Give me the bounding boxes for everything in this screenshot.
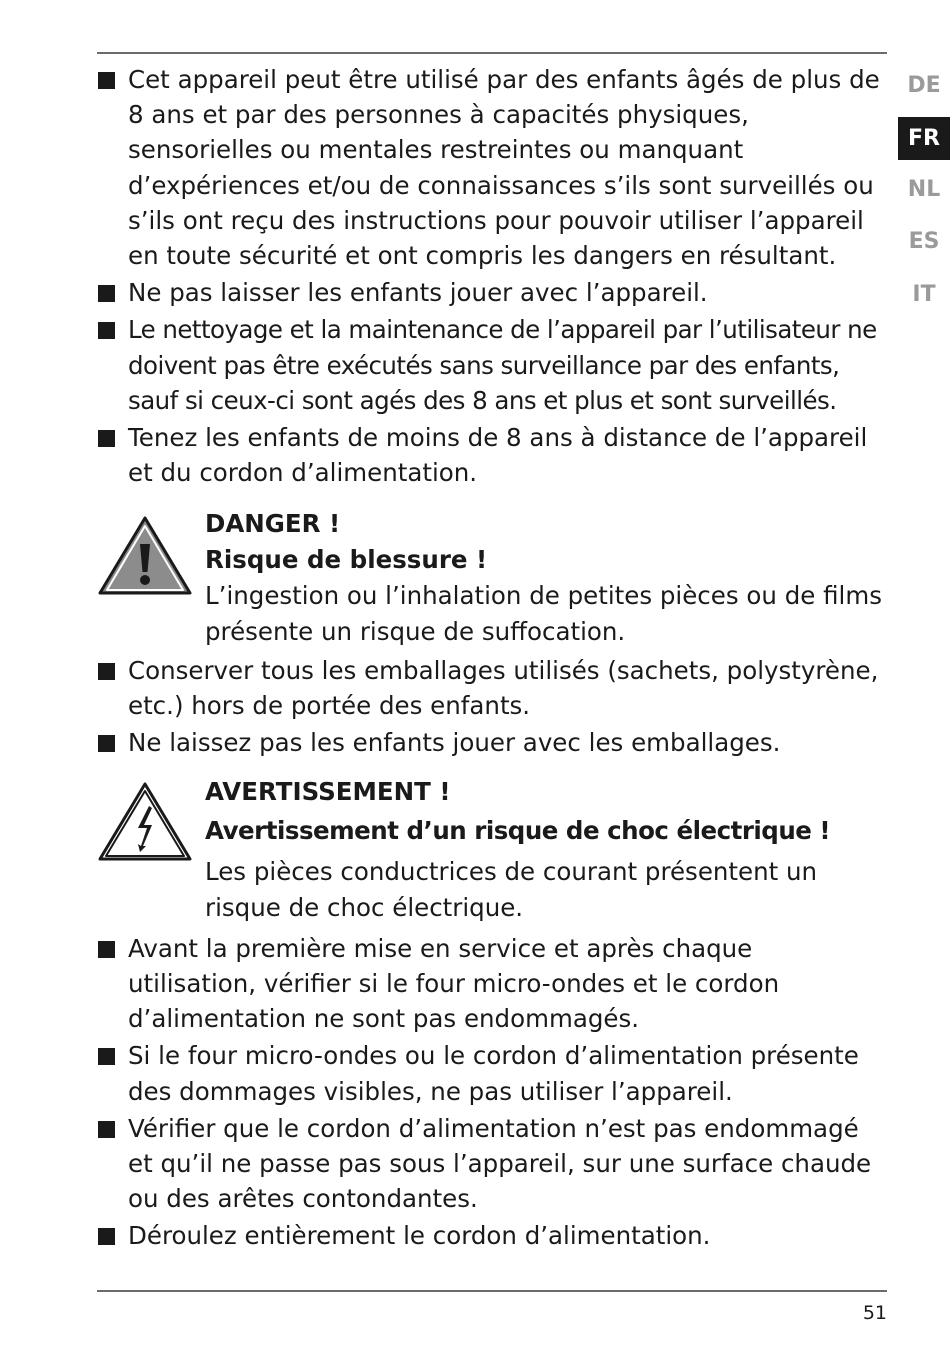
list-item: Tenez les enfants de moins de 8 ans à distance de l’appareil et du cordon d’alimentation. [97,420,887,490]
bullet-list-1 [97,62,887,490]
list-item: Conserver tous les emballages utilisés (sachets, polystyrène, etc.) hors de portée des enfants. [97,653,887,723]
danger-notice [97,506,887,648]
bullet-square-icon [98,285,115,302]
warning-subtitle: Avertissement d’un risque de choc électrique ! [205,816,831,846]
list-item: Si le four micro-ondes ou le cordon d’alimentation présente des dommages visibles, ne pas utiliser l’appareil. [97,1038,887,1108]
page-number: 51 [862,1302,887,1324]
lang-tab-fr[interactable]: FR [898,117,950,160]
bullet-square-icon [98,941,115,958]
electric-shock-warning [97,774,887,924]
bullet-square-icon [98,72,115,89]
lang-tab-es[interactable]: ES [908,229,940,254]
danger-text: L’ingestion ou l’inhalation de petites pièces ou de films présente un risque de suffocation. [205,581,882,646]
bullet-square-icon [98,1121,115,1138]
bullet-square-icon [98,1048,115,1065]
lang-tab-de[interactable]: DE [907,73,941,98]
bullet-square-icon [98,322,115,339]
danger-subtitle: Risque de blessure ! [205,545,488,575]
bullet-square-icon [98,663,115,680]
danger-title: DANGER ! [205,509,341,539]
bottom-rule [97,1290,887,1292]
lang-tab-nl[interactable]: NL [907,177,941,202]
top-rule [97,52,887,54]
warning-text: Les pièces conductrices de courant présentent un risque de choc électrique. [205,857,818,922]
list-item: Ne pas laisser les enfants jouer avec l’appareil. [97,275,887,310]
bullet-square-icon [98,430,115,447]
electric-shock-warning-icon [97,780,193,866]
lang-tab-it[interactable]: IT [912,282,936,307]
bullet-square-icon [98,735,115,752]
list-item: Cet appareil peut être utilisé par des enfants âgés de plus de 8 ans et par des personnes à capacités physiques, sensorielles ou mentales restreintes ou manquant d’expériences et/ou de connaissances s’ils sont surveillés ou s’ils ont reçu des instructions pour pouvoir utiliser l’appareil en toute sécurité et ont compris les dangers en résultant. [97,62,887,273]
list-item: Avant la première mise en service et après chaque utilisation, vérifier si le four micro-ondes et le cordon d’alimentation ne sont pas endommagés. [97,931,887,1037]
bullet-list-3 [97,931,887,1254]
list-item: Le nettoyage et la maintenance de l’appareil par l’utilisateur ne doivent pas être exécutés sans surveillance par des enfants, sauf si ceux-ci sont agés des 8 ans et plus et sont surveillés. [97,312,887,418]
warning-triangle-exclamation-icon [97,514,193,600]
bullet-square-icon [98,1228,115,1245]
list-item: Déroulez entièrement le cordon d’alimentation. [97,1218,887,1253]
list-item: Vérifier que le cordon d’alimentation n’est pas endommagé et qu’il ne passe pas sous l’appareil, sur une surface chaude ou des arêtes contondantes. [97,1111,887,1217]
safety-instructions [97,60,887,1254]
warning-title: AVERTISSEMENT ! [205,777,451,807]
list-item: Ne laissez pas les enfants jouer avec les emballages. [97,725,887,760]
bullet-list-2 [97,653,887,761]
